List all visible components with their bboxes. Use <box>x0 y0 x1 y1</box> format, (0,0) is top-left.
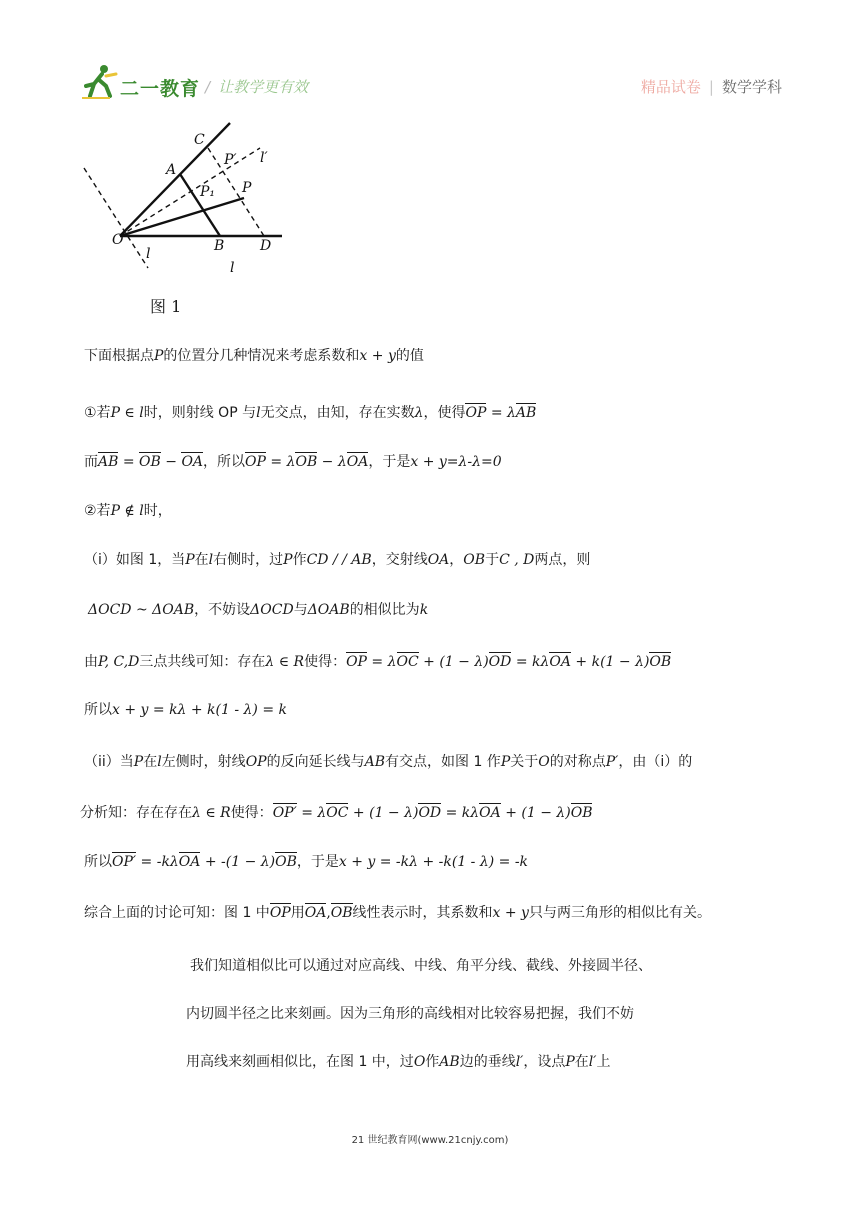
math-span: l <box>256 405 261 421</box>
text-span: 的值 <box>395 348 424 364</box>
header-categories <box>641 76 782 97</box>
text-line-i1 <box>84 550 590 570</box>
text-span: 上 <box>596 1054 611 1070</box>
vector-span: OB <box>330 905 353 921</box>
text-span: 在 <box>574 1054 589 1070</box>
text-span: ，交射线 <box>371 552 428 568</box>
math-span: x + y = -kλ + -k(1 - λ) = -k <box>338 854 529 870</box>
math-span: ΔOCD <box>250 602 294 618</box>
vector-span: OB <box>275 854 297 870</box>
line-l-prime <box>120 148 260 236</box>
text-span: ，不妨设 <box>194 602 251 618</box>
text-line-i2 <box>88 600 428 620</box>
slogan-text: 让教学更有效 <box>218 78 309 96</box>
text-line-intro <box>84 346 424 366</box>
text-span: 作 <box>292 552 307 568</box>
math-span: + k(1 − λ) <box>570 654 650 670</box>
label-l-2: l <box>230 260 235 276</box>
math-span: P ∈ l <box>110 405 144 421</box>
text-span: 左侧时，射线 <box>161 754 246 770</box>
text-span: 由 <box>84 654 98 670</box>
text-line-summary <box>84 903 711 923</box>
vector-span: AB <box>98 454 119 470</box>
vector-span: OA <box>304 905 327 921</box>
vector-span: OA <box>178 854 201 870</box>
text-span: ①若 <box>84 405 111 421</box>
page-header <box>0 0 860 120</box>
text-span: 分析知：存在存在 <box>80 805 192 821</box>
math-span: C , D <box>499 552 535 568</box>
vector-span: OD <box>418 805 442 821</box>
math-span: P <box>154 348 164 364</box>
logo-text: 二一教育 <box>120 78 201 100</box>
math-span: k <box>419 602 429 618</box>
label-p: P <box>242 180 252 196</box>
math-span: OA <box>427 552 450 568</box>
math-span: = λ <box>296 805 327 821</box>
math-span: OP <box>245 754 267 770</box>
text-span: 时， <box>143 503 172 519</box>
text-span: 关于 <box>510 754 539 770</box>
text-span: 边的垂线 <box>459 1054 516 1070</box>
text-span: 的位置分几种情况来考虑系数和 <box>163 348 360 364</box>
math-span: OB <box>463 552 486 568</box>
text-span: 在 <box>143 754 158 770</box>
math-span: P <box>185 552 195 568</box>
text-line-ii1 <box>84 752 692 772</box>
vector-span: OP′ <box>112 854 137 870</box>
vector-span: AB <box>515 405 537 421</box>
text-span: ，所以 <box>203 454 246 470</box>
text-span: 有交点，如图 1 作 <box>385 754 501 770</box>
text-span: 所以 <box>84 702 112 718</box>
text-span: 作 <box>425 1054 440 1070</box>
math-span: = kλ <box>511 654 550 670</box>
math-span: P′ <box>605 754 619 770</box>
vector-span: OA <box>346 454 369 470</box>
figure-caption: 图 1 <box>150 297 182 316</box>
text-span: 线性表示时，其系数和 <box>352 905 493 921</box>
vector-span: OD <box>488 654 512 670</box>
text-span: ②若 <box>84 503 111 519</box>
text-line-ii3 <box>84 852 528 872</box>
math-span: λ ∈ R <box>265 654 305 670</box>
text-span: 于 <box>485 552 500 568</box>
text-span: ，于是 <box>368 454 411 470</box>
vector-span: OB <box>139 454 161 470</box>
math-span: + -(1 − λ) <box>200 854 276 870</box>
math-span: x + y=λ-λ=0 <box>410 454 502 470</box>
label-l-prime: l′ <box>260 150 268 166</box>
category-subject: 数学学科 <box>721 78 782 96</box>
label-a: A <box>166 162 177 178</box>
math-span: = λ <box>366 654 397 670</box>
label-o: O <box>112 232 124 248</box>
vector-span: OB <box>649 654 672 670</box>
slogan-separator: / <box>205 78 211 96</box>
text-span: 而 <box>84 454 98 470</box>
vector-span: OA <box>549 654 571 670</box>
math-span: , <box>326 905 331 921</box>
text-paragraph-3 <box>186 1052 610 1072</box>
math-span: D <box>128 654 140 670</box>
geometry-figure <box>82 118 292 278</box>
math-span: λ ∈ R <box>192 805 231 821</box>
math-span: = -kλ <box>136 854 179 870</box>
text-line-ii2 <box>80 803 592 823</box>
vector-span: OC <box>326 805 349 821</box>
vector-span: OP <box>465 405 487 421</box>
text-span: 用高线来刻画相似比，在图 1 中，过 <box>186 1054 414 1070</box>
text-line-i4 <box>84 700 287 720</box>
text-span: 只与两三角形的相似比有关。 <box>528 905 711 921</box>
text-span: 所以 <box>84 854 112 870</box>
math-span: P ∉ l <box>110 503 144 519</box>
math-span: P <box>565 1054 575 1070</box>
math-span: P <box>500 754 511 770</box>
math-span: CD / / AB <box>306 552 372 568</box>
math-span: − <box>160 454 182 470</box>
text-span: 右侧时，过 <box>213 552 284 568</box>
math-span: l <box>208 552 214 568</box>
runner-logo-icon <box>80 64 120 100</box>
vector-span: OP <box>346 654 367 670</box>
vector-span: OP′ <box>272 805 297 821</box>
text-span: ，于是 <box>296 854 339 870</box>
text-line-case1-b <box>84 452 502 472</box>
math-span: ΔOAB <box>307 602 350 618</box>
math-span: x + y <box>492 905 529 921</box>
math-span: AB <box>364 754 385 770</box>
text-span: 的反向延长线与 <box>266 754 365 770</box>
vector-span: OP <box>245 454 266 470</box>
text-span: 与 <box>293 602 308 618</box>
math-span: l′ <box>588 1054 597 1070</box>
slogan <box>205 76 308 97</box>
math-span: λ <box>414 405 424 421</box>
text-span: 下面根据点 <box>84 348 154 364</box>
text-span: ，由（i）的 <box>618 754 693 770</box>
label-p-prime: P′ <box>224 152 237 168</box>
category-separator: | <box>708 78 714 96</box>
category-premium: 精品试卷 <box>640 78 701 96</box>
math-span: ΔOCD ~ ΔOAB <box>88 602 195 618</box>
text-span: （i）如图 1，当 <box>84 552 186 568</box>
text-span: 无交点，由知，存在实数 <box>260 405 415 421</box>
text-span: 三点共线可知：存在 <box>139 654 266 670</box>
text-span: 综合上面的讨论可知：图 1 中 <box>84 905 270 921</box>
math-span: + (1 − λ) <box>500 805 571 821</box>
math-span: + (1 − λ) <box>348 805 419 821</box>
label-c: C <box>194 132 205 148</box>
vector-span: OA <box>181 454 204 470</box>
label-p1: P₁ <box>200 184 216 200</box>
math-span: x + y = kλ + k(1 - λ) = k <box>112 702 287 718</box>
math-span: l′ <box>515 1054 524 1070</box>
text-span: ，设点 <box>523 1054 566 1070</box>
vector-span: OC <box>396 654 419 670</box>
math-span: x + y <box>359 348 396 364</box>
text-span: ，使得 <box>423 405 466 421</box>
page-footer: 21 世纪教育网(www.21cnjy.com) <box>351 1135 509 1146</box>
math-span: O <box>413 1054 426 1070</box>
math-span: AB <box>439 1054 460 1070</box>
text-line-case2 <box>84 501 172 521</box>
text-span: （ii）当 <box>84 754 134 770</box>
text-span: 用 <box>290 905 305 921</box>
math-span: = λ <box>486 405 516 421</box>
math-span: = <box>118 454 140 470</box>
vector-span: OP <box>269 905 291 921</box>
vector-span: OA <box>479 805 501 821</box>
math-span: P <box>133 754 144 770</box>
math-span: = λ <box>265 454 296 470</box>
text-paragraph-2: 内切圆半径之比来刻画。因为三角形的高线相对比较容易把握，我们不妨 <box>186 1006 634 1022</box>
label-b: B <box>214 238 225 254</box>
label-d: D <box>260 238 272 254</box>
text-span: ， <box>449 552 464 568</box>
text-line-case1 <box>84 403 536 423</box>
text-span: 两点，则 <box>534 552 591 568</box>
math-span: P <box>283 552 293 568</box>
text-span: 使得： <box>230 805 273 821</box>
math-span: P, C, <box>98 654 129 670</box>
math-span: O <box>538 754 550 770</box>
text-span: 在 <box>194 552 209 568</box>
math-span: + (1 − λ) <box>418 654 489 670</box>
label-l-1: l <box>146 246 151 262</box>
text-paragraph-1: 我们知道相似比可以通过对应高线、中线、角平分线、截线、外接圆半径、 <box>190 958 652 974</box>
text-span: 使得： <box>304 654 347 670</box>
vector-span: OB <box>295 454 318 470</box>
text-span: 时，则射线 OP 与 <box>143 405 257 421</box>
math-span: − λ <box>317 454 347 470</box>
math-span: = kλ <box>441 805 480 821</box>
text-line-i3 <box>84 652 671 672</box>
math-span: l <box>157 754 162 770</box>
text-span: 的对称点 <box>549 754 606 770</box>
vector-span: OB <box>570 805 593 821</box>
text-span: 的相似比为 <box>349 602 420 618</box>
